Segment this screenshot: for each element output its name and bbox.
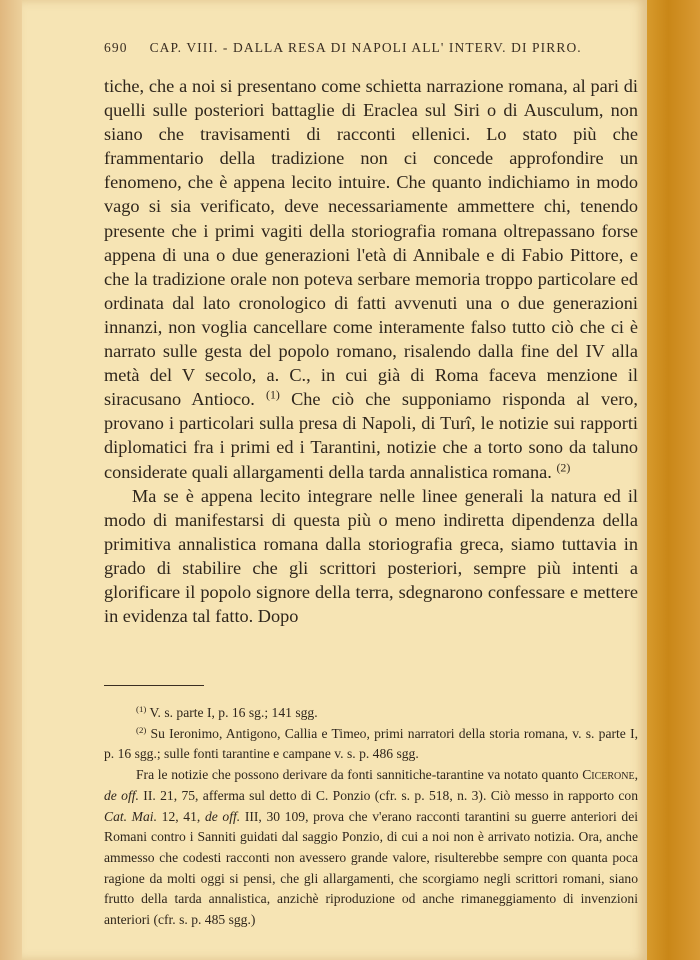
work-de-off-1: de off.: [104, 787, 139, 803]
paragraph-1-part-a: tiche, che a noi si presentano come schietta narrazione romana, al pari di quelli sulle posteriori battaglie di Eraclea sul Siri o di Ausculum, non siano che travisamenti di racconti ellenici. Lo stato più che frammentario della tradizione non ci concede approfondire un fenomeno, che è appena lecito intuire. Che quanto indichiamo in modo vago si sia verificato, deve necessariamente ammettere chi, tenendo presente che i primi vagiti della storiografia romana oltrepassano forse appena di una o due generazioni l'età di Annibale e di Fabio Pittore, e che la tradizione orale non poteva serbare memoria troppo particolare ed ordinata dal lato cronologico di fatti avvenuti una o due generazioni innanzi, non voglia cancellare come interamente falso tutto ciò che ci è narrato sulle gesta del popolo romano, risalendo dalla fine del IV alla metà del V secolo, a. C., in cui già di Roma faceva menzione il siracusano Antioco.: [104, 76, 638, 410]
page-edge-right: [647, 0, 700, 960]
footnote-separator: [104, 685, 204, 686]
footnote-2-text: Su Ieronimo, Antigono, Callia e Timeo, primi narratori della storia romana, v. s. parte I, p. 16 sgg.; sulle fonti tarantine e campane v. s. p. 486 sgg.: [104, 725, 638, 762]
footnote-ref-1: (1): [266, 387, 280, 402]
footnote-ref-2: (2): [556, 459, 571, 474]
footnote-2: [104, 724, 638, 765]
paragraph-1: [104, 74, 638, 484]
footnote-3-part-a: Fra le notizie che possono derivare da fonti sannitiche-tarantine va notato quanto: [136, 767, 579, 783]
footnote-1-text: V. s. parte I, p. 16 sg.; 141 sgg.: [149, 705, 318, 720]
footnote-1: [104, 703, 638, 724]
footnote-1-mark: (1): [136, 704, 147, 715]
footnotes: [104, 703, 638, 931]
footnote-3-part-d: III, 30 109, prova che v'erano racconti tarantini su guerre anteriori dei Romani contro i Sanniti guidati dal saggio Ponzio, di cui a noi non è arrivato notizia. Ora, anche ammesso che codesti racconti non avessero grande valore, risulterebbe sempre con quanta poca ragione da molti oggi si pensi, che gli allargamenti, che scorgiamo negli scrittori romani, siano frutto della tarda annalistica, anzichè riproduzione od anche rimaneggiamento di invenzioni anteriori (cfr. s. p. 485 sgg.): [104, 808, 639, 928]
footnote-3-part-b: II. 21, 75, afferma sul detto di C. Ponzio (cfr. s. p. 518, n. 3). Ciò messo in rapporto con: [143, 787, 638, 803]
paragraph-2: Ma se è appena lecito integrare nelle linee generali la natura ed il modo di manifestarsi di questa più o meno indiretta dipendenza della primitiva annalistica romana dalla storiografia greca, siamo tuttavia in grado di stabilire che gli scrittori posteriori, sempre più intenti a glorificare il popolo signore della terra, sdegnarono confessare e mettere in evidenza tal fatto. Dopo: [104, 485, 638, 627]
work-de-off-2: de off.: [204, 808, 241, 824]
footnote-3-part-c: 12, 41,: [161, 808, 201, 824]
page-gutter-left: [0, 0, 22, 960]
work-cat-mai: Cat. Mai.: [104, 808, 157, 824]
running-title: CAP. VIII. - DALLA RESA DI NAPOLI ALL' INTERV. DI PIRRO.: [149, 40, 582, 55]
footnote-2-mark: (2): [136, 724, 147, 735]
paragraph-1-part-b: Che ciò che supponiamo risponda al vero, provano i particolari sulla presa di Napoli, di Turî, le notizie sui rapporti diplomatici fra i primi ed i Tarantini, notizie che a torto sono da taluno considerate quali allargamenti della tarda annalistica romana.: [104, 389, 638, 482]
footnote-2-continued: [104, 765, 638, 931]
page-number: 690: [104, 40, 128, 55]
running-header: [104, 40, 638, 56]
author-cicerone: Cicerone,: [582, 767, 638, 783]
main-text: [104, 74, 638, 628]
